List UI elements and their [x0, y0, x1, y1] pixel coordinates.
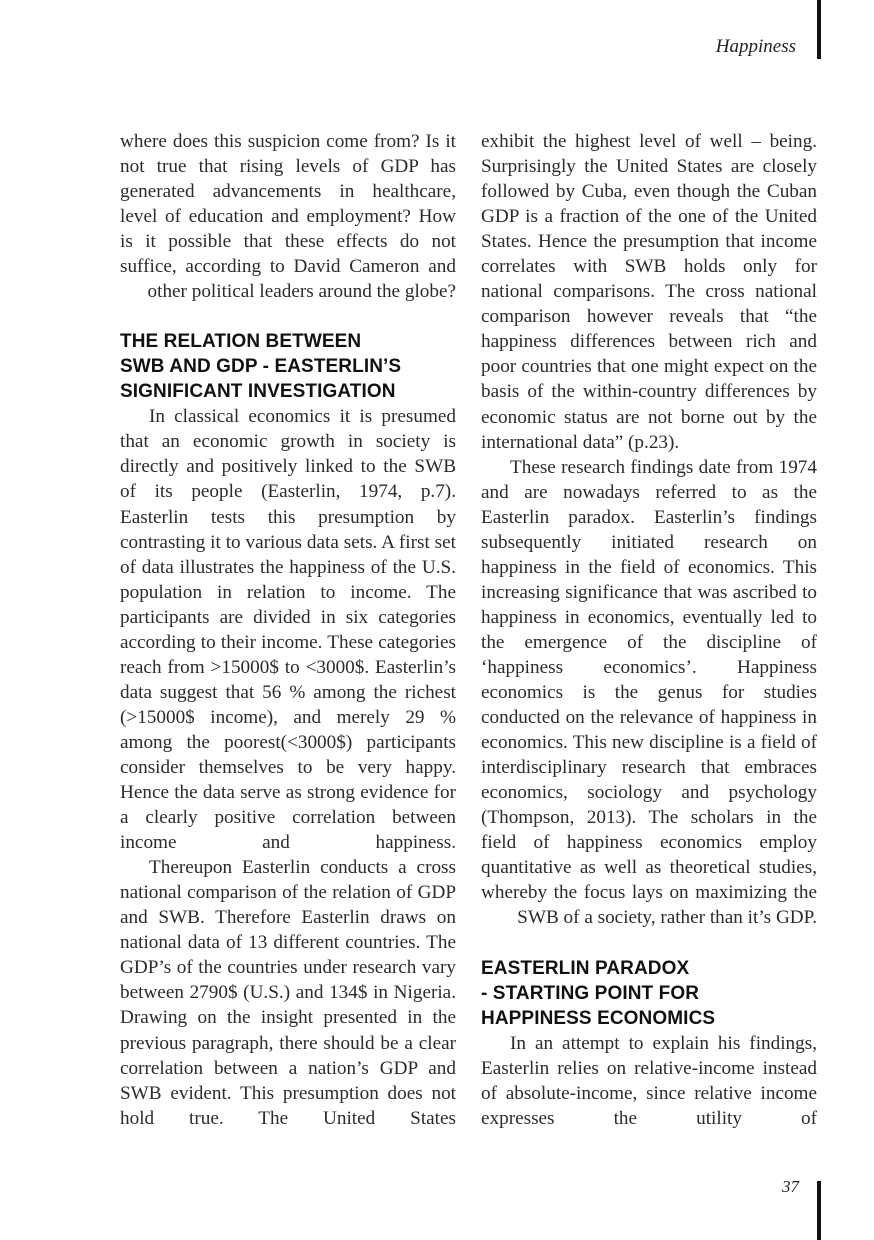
heading-line: HAPPINESS ECONOMICS [481, 1007, 716, 1029]
heading-line: EASTERLIN PARADOX [481, 957, 690, 979]
top-margin-bar [817, 0, 821, 59]
page-number: 37 [782, 1177, 799, 1196]
heading-line: SIGNIFICANT INVESTIGATION [120, 381, 396, 403]
heading-line: - STARTING POINT FOR [481, 982, 700, 1004]
bottom-margin-bar [817, 1181, 821, 1240]
left-column [120, 129, 456, 1131]
heading-line: THE RELATION BETWEEN [120, 331, 362, 353]
paragraph-relative-income: In an attempt to explain his findings, Easterlin relies on relative-income instead of absolute-income, since relative income expresses the utility of [481, 1032, 817, 1129]
heading-line: SWB AND GDP - EASTERLIN’S [120, 356, 402, 378]
paragraph-easterlin-paradox: These research findings date from 1974 and are nowadays referred to as the Easterlin paradox. Easterlin’s findings subsequently initiated research on happiness in the field of economics. This increasing significance that was ascribed to happiness in economics, eventually led to the emergence of the discipline of ‘happiness economics’. Happiness economics is the genus for studies conducted on the relevance of happiness in economics. This new discipline is a field of interdisciplinary research that embraces economics, sociology and psychology (Thompson, 2013). The scholars in the field of happiness economics employ quantitative as well as theoretical studies, whereby the focus lays on maximizing the SWB of a society, rather than it’s GDP. [481, 456, 817, 929]
section-heading-swb-gdp [120, 329, 456, 404]
paragraph-classical-economics: In classical economics it is presumed that an economic growth in society is directly and positively linked to the SWB of its people (Easterlin, 1974, p.7). Easterlin tests this presumption by contrasting it to various data sets. A first set of data illustrates the happiness of the U.S. population in relation to income. The participants are divided in six categories according to their income. These categories reach from >15000$ to <3000$. Easterlin’s data suggest that 56 % among the richest (>15000$ income), and merely 29 % among the poorest(<3000$) participants consider themselves to be very happy. Hence the data serve as strong evidence for a clearly positive correlation between income and happiness. [120, 406, 456, 854]
paragraph-intro: where does this suspicion come from? Is it not true that rising levels of GDP has generated advancements in healthcare, level of education and employment? How is it possible that these effects do not suffice, according to David Cameron and other political leaders around the globe? [120, 131, 456, 303]
right-column [481, 129, 817, 1131]
paragraph-highest-wellbeing: exhibit the highest level of well – being. Surprisingly the United States are closely followed by Cuba, even though the Cuban GDP is a fraction of the one of the United States. Hence the presumption that income correlates with SWB holds only for national comparisons. The cross national comparison however reveals that “the happiness differences between rich and poor countries that one might expect on the basis of the within-country differences by economic status are not borne out by the international data” (p.23). [481, 131, 817, 453]
paragraph-cross-national: Thereupon Easterlin conducts a cross national comparison of the relation of GDP and SWB. Therefore Easterlin draws on national data of 13 different countries. The GDP’s of the countries under research vary between 2790$ (U.S.) and 134$ in Nigeria. Drawing on the insight presented in the previous paragraph, there should be a clear correlation between a nation’s GDP and SWB evident. This presumption does not hold true. The United States [120, 857, 456, 1129]
running-head: Happiness [715, 36, 796, 57]
section-heading-easterlin-paradox [481, 956, 817, 1031]
